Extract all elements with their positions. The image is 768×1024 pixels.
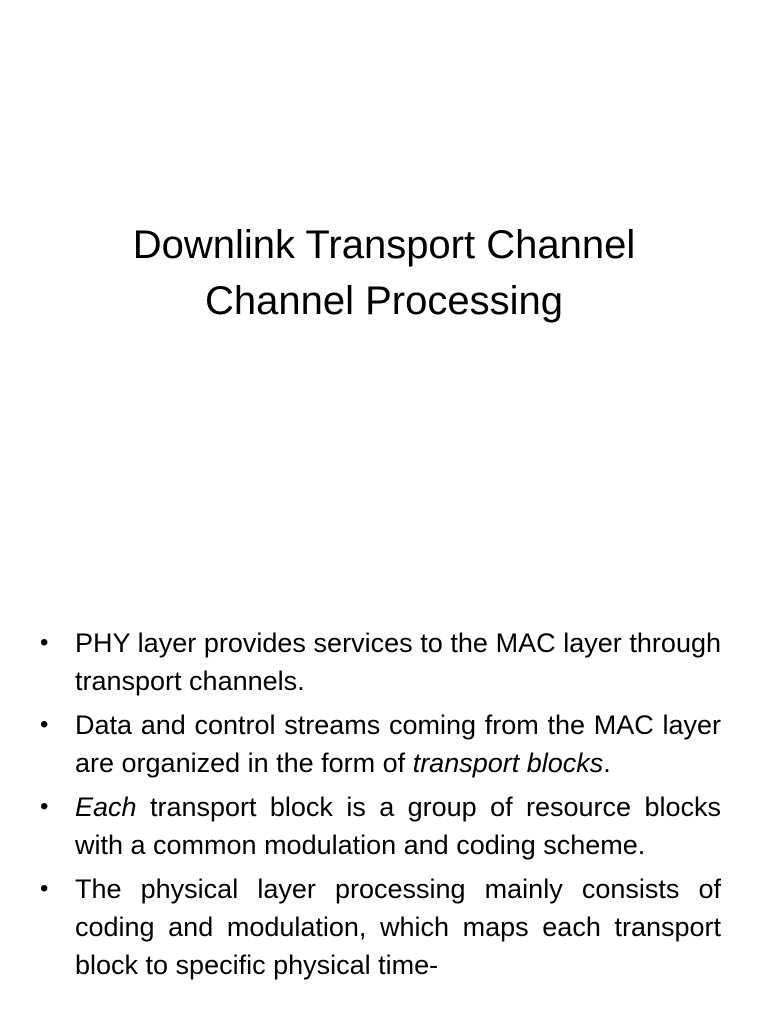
bullet-text-plain: . [603, 748, 611, 778]
bullet-list [40, 624, 721, 990]
bullet-icon: • [40, 711, 49, 738]
bullet-text: PHY layer provides services to the MAC layer through transport channels. [75, 628, 721, 696]
bullet-item [40, 706, 721, 782]
bullet-text-plain: Data and control streams coming from the MAC layer are organized in the form of [75, 710, 721, 778]
bullet-item [40, 788, 721, 864]
bullet-icon: • [40, 629, 49, 656]
bullet-text-plain: transport block is a group of resource blocks with a common modulation and coding scheme. [75, 792, 721, 860]
bullet-icon: • [40, 875, 49, 902]
bullet-text [75, 710, 721, 778]
bullet-text-italic: Each [75, 792, 137, 822]
title-line-1: Downlink Transport Channel [132, 222, 636, 267]
bullet-text: The physical layer processing mainly consists of coding and modulation, which maps each transport block to specific physical time- [75, 874, 721, 980]
bullet-text [75, 792, 721, 860]
bullet-icon: • [40, 793, 49, 820]
slide-title [60, 217, 708, 329]
bullet-item [40, 870, 721, 984]
title-line-2: Channel Processing [205, 278, 563, 323]
bullet-item [40, 624, 721, 700]
bullet-text-italic: transport blocks [412, 748, 604, 778]
